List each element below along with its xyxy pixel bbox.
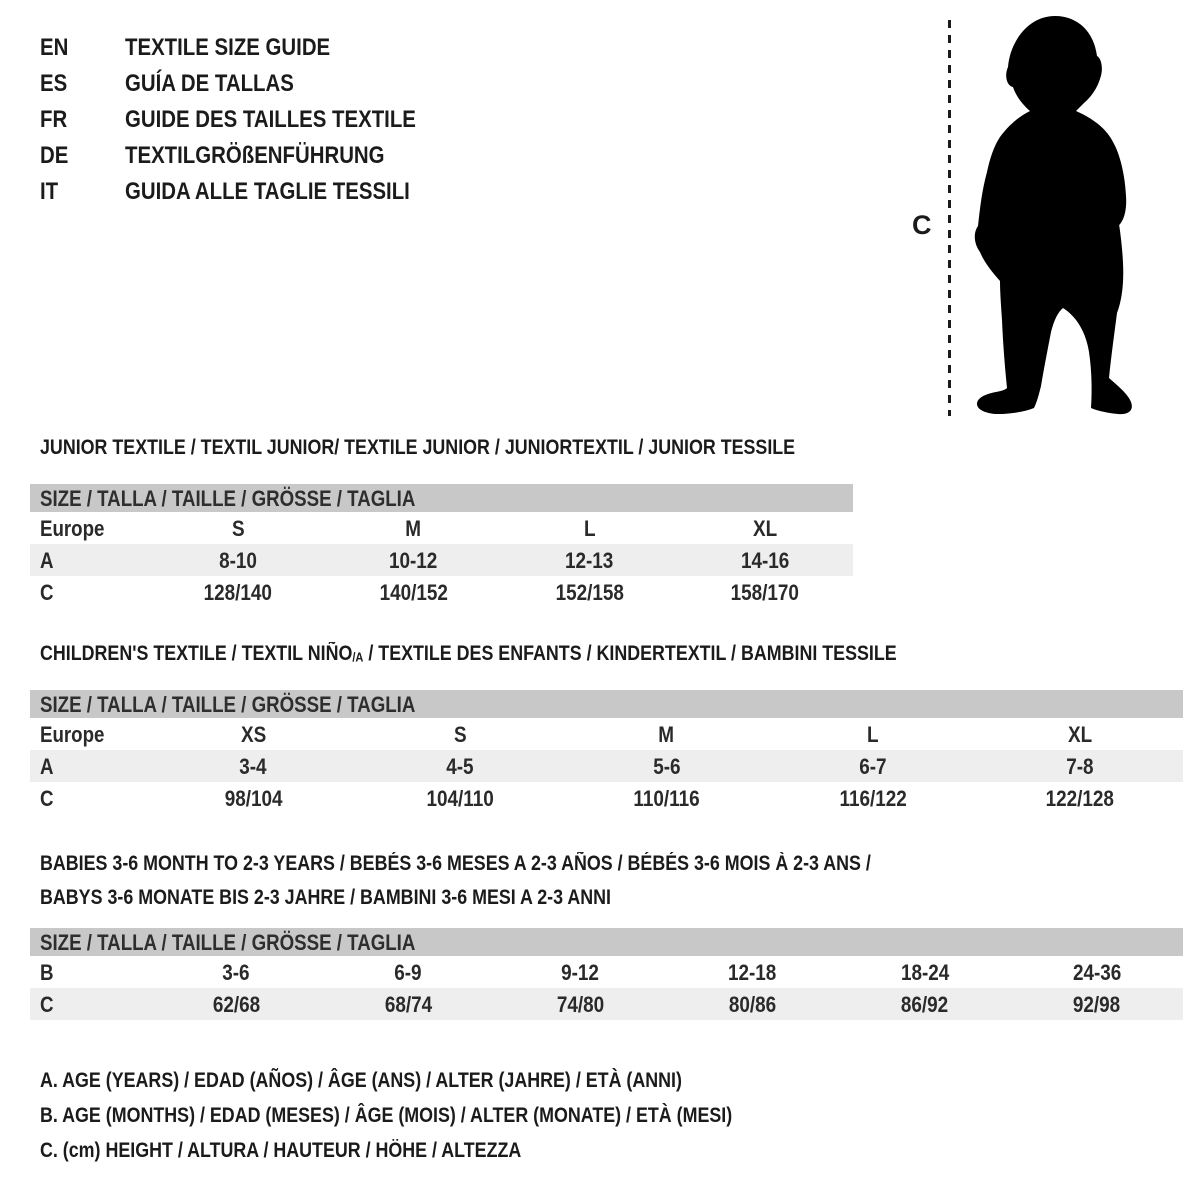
language-row: [40, 30, 467, 66]
language-row: [40, 66, 467, 102]
col-header: XL: [753, 516, 778, 541]
cell-value: 110/116: [633, 786, 700, 811]
row-label: A: [40, 754, 54, 779]
table-row-height: [30, 576, 853, 608]
children-section-heading: CHILDREN'S TEXTILE / TEXTIL NIÑO/A / TEXTILE DES ENFANTS / KINDERTEXTIL / BAMBINI TESSILE: [40, 642, 897, 665]
cell-value: 140/152: [379, 580, 448, 605]
cell-value: 14-16: [740, 548, 790, 573]
region-label: Europe: [40, 722, 105, 747]
table-row-height: [30, 988, 1183, 1020]
row-label: B: [40, 960, 54, 985]
row-label: C: [40, 992, 54, 1017]
col-header: XL: [1067, 722, 1092, 747]
language-row: [40, 138, 467, 174]
table-row-columns: [30, 512, 853, 544]
measurement-legend: [40, 1063, 854, 1168]
table-row-age: [30, 544, 853, 576]
junior-size-table: [30, 484, 853, 608]
table-row-months: [30, 956, 1183, 988]
babies-size-table: [30, 928, 1183, 1020]
cell-value: 9-12: [561, 960, 600, 985]
babies-section-heading: BABIES 3-6 MONTH TO 2-3 YEARS / BEBÉS 3-6 MESES A 2-3 AÑOS / BÉBÉS 3-6 MOIS À 2-3 ANS / BABYS 3-6 MONATE BIS 2-3 JAHRE / BAMBINI 3-6 MESI A 2-3 ANNI: [40, 852, 871, 909]
language-list: [40, 30, 467, 210]
language-title: GUIDE DES TAILLES TEXTILE: [124, 106, 416, 133]
region-label: Europe: [40, 516, 105, 541]
height-measure-line: [948, 20, 951, 416]
cell-value: 12-18: [728, 960, 777, 985]
size-header-label: SIZE / TALLA / TAILLE / GRÖSSE / TAGLIA: [40, 692, 416, 717]
cell-value: 122/128: [1045, 786, 1114, 811]
height-measure-label: C: [912, 210, 932, 240]
col-header: M: [405, 516, 422, 541]
cell-value: 18-24: [900, 960, 949, 985]
language-code: IT: [40, 178, 59, 205]
cell-value: 62/68: [212, 992, 260, 1017]
cell-value: 4-5: [446, 754, 474, 779]
size-header-bar: [30, 690, 1183, 718]
table-row-height: [30, 782, 1183, 814]
row-label: C: [40, 786, 54, 811]
size-header-label: SIZE / TALLA / TAILLE / GRÖSSE / TAGLIA: [40, 486, 416, 511]
col-header: L: [867, 722, 879, 747]
col-header: M: [658, 722, 675, 747]
children-size-table: [30, 690, 1183, 814]
cell-value: 6-9: [394, 960, 422, 985]
size-header-bar: [30, 928, 1183, 956]
cell-value: 12-13: [565, 548, 614, 573]
legend-line-b: B. AGE (MONTHS) / EDAD (MESES) / ÂGE (MOIS) / ALTER (MONATE) / ETÀ (MESI): [40, 1104, 733, 1127]
cell-value: 92/98: [1073, 992, 1121, 1017]
language-code: EN: [40, 34, 69, 61]
heading-subscript: /A: [352, 649, 364, 665]
col-header: S: [453, 722, 467, 747]
cell-value: 152/158: [555, 580, 624, 605]
cell-value: 74/80: [556, 992, 605, 1017]
row-label: C: [40, 580, 54, 605]
toddler-silhouette-icon: [960, 0, 1160, 440]
col-header: XS: [240, 722, 266, 747]
language-code: ES: [40, 70, 68, 97]
cell-value: 5-6: [652, 754, 681, 779]
cell-value: 8-10: [218, 548, 257, 573]
cell-value: 158/170: [730, 580, 800, 605]
cell-value: 86/92: [901, 992, 949, 1017]
legend-line-a: A. AGE (YEARS) / EDAD (AÑOS) / ÂGE (ANS) / ALTER (JAHRE) / ETÀ (ANNI): [40, 1069, 682, 1092]
language-title: GUÍA DE TALLAS: [124, 70, 294, 97]
cell-value: 68/74: [384, 992, 432, 1017]
cell-value: 128/140: [203, 580, 273, 605]
cell-value: 6-7: [859, 754, 887, 779]
row-label: A: [40, 548, 54, 573]
language-row: [40, 174, 467, 210]
cell-value: 24-36: [1072, 960, 1122, 985]
legend-line-c: C. (cm) HEIGHT / ALTURA / HAUTEUR / HÖHE / ALTEZZA: [40, 1139, 522, 1162]
col-header: L: [583, 516, 596, 541]
language-code: DE: [40, 142, 69, 169]
language-row: [40, 102, 467, 138]
table-row-columns: [30, 718, 1183, 750]
cell-value: 3-6: [222, 960, 250, 985]
cell-value: 3-4: [239, 754, 267, 779]
cell-value: 10-12: [389, 548, 438, 573]
cell-value: 104/110: [426, 786, 494, 811]
cell-value: 98/104: [224, 786, 283, 811]
cell-value: 80/86: [728, 992, 777, 1017]
language-code: FR: [40, 106, 68, 133]
table-row-age: [30, 750, 1183, 782]
language-title: TEXTILE SIZE GUIDE: [124, 34, 330, 61]
cell-value: 7-8: [1065, 754, 1094, 779]
size-header-bar: [30, 484, 853, 512]
language-title: TEXTILGRÖßENFÜHRUNG: [124, 142, 385, 169]
size-header-label: SIZE / TALLA / TAILLE / GRÖSSE / TAGLIA: [40, 930, 416, 955]
junior-section-heading: JUNIOR TEXTILE / TEXTIL JUNIOR/ TEXTILE JUNIOR / JUNIORTEXTIL / JUNIOR TESSILE: [40, 436, 796, 459]
cell-value: 116/122: [839, 786, 907, 811]
col-header: S: [231, 516, 245, 541]
language-title: GUIDA ALLE TAGLIE TESSILI: [124, 178, 410, 205]
